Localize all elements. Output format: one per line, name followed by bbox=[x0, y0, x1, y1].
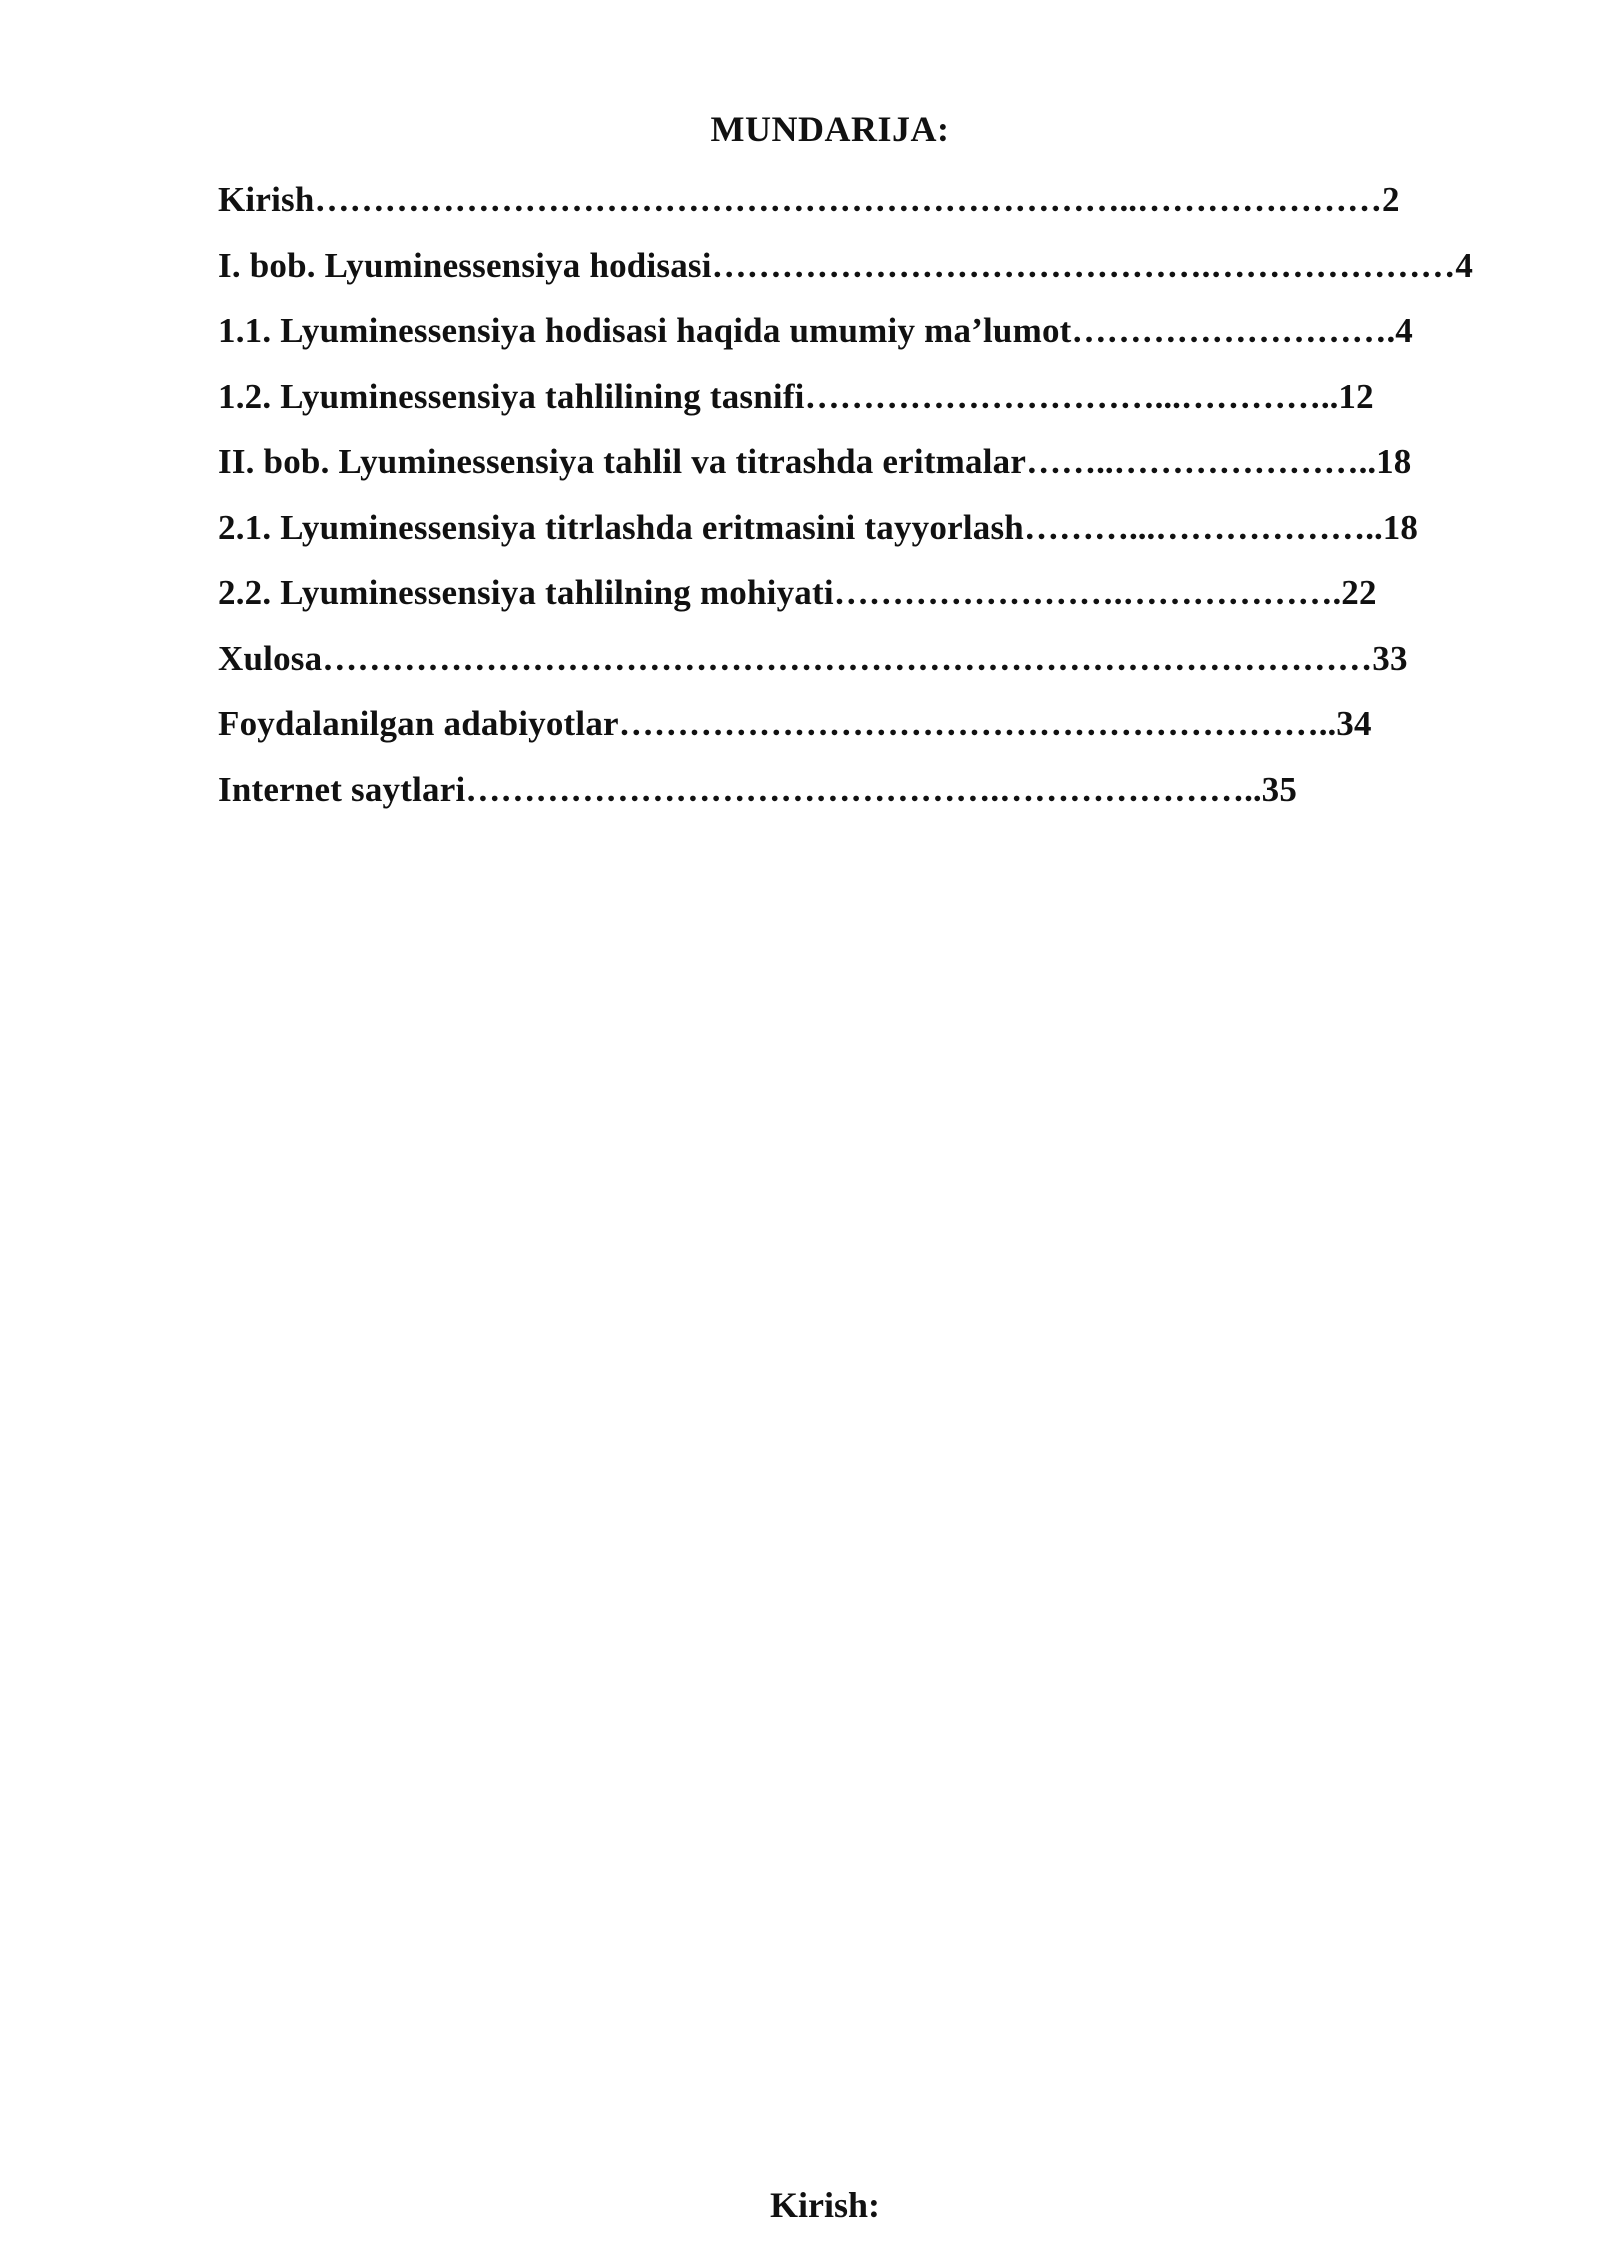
toc-entry-section-1-2 bbox=[218, 369, 1496, 435]
table-of-contents bbox=[218, 172, 1496, 827]
toc-entry-xulosa bbox=[218, 631, 1496, 697]
toc-dot-leader: ………...……………….. bbox=[1023, 507, 1383, 547]
toc-entry-section-2-2 bbox=[218, 565, 1496, 631]
toc-title: MUNDARIJA: bbox=[710, 109, 950, 149]
toc-page-number: 22 bbox=[1341, 573, 1377, 612]
section-heading: Kirish: bbox=[769, 2185, 880, 2225]
toc-entry-section-2-1 bbox=[218, 500, 1496, 566]
toc-entry-label: Kirish bbox=[218, 180, 315, 219]
toc-entry-label: 1.2. Lyuminessensiya tahlilining tasnifi bbox=[218, 376, 805, 416]
toc-entry-label: 2.2. Lyuminessensiya tahlilning mohiyati bbox=[218, 573, 834, 612]
toc-entry-label: Internet saytlari bbox=[218, 769, 466, 809]
toc-entry-label: 1.1. Lyuminessensiya hodisasi haqida umumiy ma’lumot bbox=[218, 311, 1072, 350]
toc-page-number: 33 bbox=[1372, 638, 1408, 678]
toc-entry-label: Foydalanilgan adabiyotlar bbox=[218, 704, 619, 743]
toc-page-number: 35 bbox=[1261, 769, 1298, 809]
toc-entry-kirish bbox=[218, 172, 1496, 238]
toc-entry-label: I. bob. Lyuminessensiya hodisasi bbox=[218, 245, 712, 285]
toc-page-number: 4 bbox=[1455, 245, 1474, 285]
toc-entry-chapter-1 bbox=[218, 238, 1496, 304]
toc-page-number: 4 bbox=[1395, 311, 1413, 350]
toc-dot-leader: …………………….………………. bbox=[833, 573, 1342, 612]
toc-page-number: 2 bbox=[1382, 180, 1400, 219]
toc-entry-label: II. bob. Lyuminessensiya tahlil va titrashda eritmalar bbox=[218, 442, 1027, 481]
toc-entry-label: 2.1. Lyuminessensiya titrlashda eritmasini tayyorlash bbox=[218, 507, 1024, 547]
toc-entry-section-1-1 bbox=[218, 303, 1496, 369]
toc-entry-chapter-2 bbox=[218, 434, 1496, 500]
toc-page-number: 12 bbox=[1338, 376, 1374, 416]
toc-page-number: 34 bbox=[1336, 704, 1372, 743]
toc-entry-references bbox=[218, 696, 1496, 762]
toc-dot-leader: …………………………...………….. bbox=[804, 376, 1339, 416]
toc-dot-leader: ……………………………………….………………….. bbox=[465, 769, 1262, 809]
toc-entry-label: Xulosa bbox=[218, 638, 323, 678]
toc-dot-leader: ……………………………………………………………..………………… bbox=[314, 180, 1382, 219]
toc-page-number: 18 bbox=[1376, 442, 1412, 481]
toc-dot-leader: ………………………. bbox=[1071, 311, 1396, 350]
toc-entry-internet-sites bbox=[218, 762, 1496, 828]
toc-dot-leader: ……..………………….. bbox=[1026, 442, 1377, 481]
toc-dot-leader: ……………………………………………………………………………… bbox=[322, 638, 1373, 678]
toc-page-number: 18 bbox=[1382, 507, 1419, 547]
toc-dot-leader: …………………………………………………….. bbox=[618, 704, 1337, 743]
toc-dot-leader: …………………………………….………………… bbox=[711, 245, 1456, 285]
